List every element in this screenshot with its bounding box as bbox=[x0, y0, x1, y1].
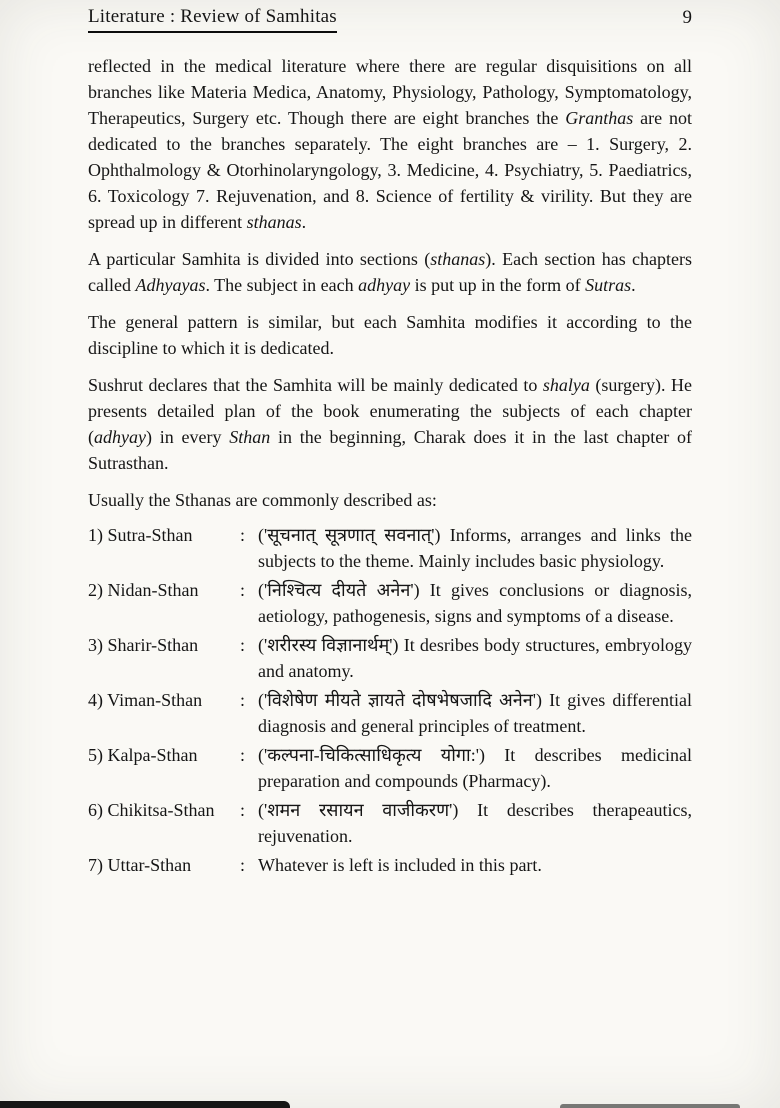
italic-text-run: shalya bbox=[542, 375, 590, 395]
text-run: ('कल्पना-चिकित्साधिकृत्य योगा:') It describes medicinal preparation and compounds (Pharmacy). bbox=[258, 745, 692, 791]
list-item-colon: : bbox=[240, 855, 246, 875]
italic-text-run: sthanas bbox=[430, 249, 486, 269]
text-run: in the beginning, Charak does it in the last chapter of Sutrasthan. bbox=[88, 427, 692, 473]
paragraph bbox=[88, 372, 692, 476]
list-item-colon: : bbox=[240, 635, 246, 655]
text-run: is put up in the form of bbox=[410, 275, 586, 295]
list-item bbox=[88, 632, 692, 684]
page-content bbox=[0, 53, 780, 878]
list-item-label: 7) Uttar-Sthan bbox=[88, 855, 192, 875]
list-item-label: 3) Sharir-Sthan bbox=[88, 635, 199, 655]
page-number: 9 bbox=[682, 7, 692, 28]
text-run: . The subject in each bbox=[205, 275, 359, 295]
list-item-colon: : bbox=[240, 525, 246, 545]
text-run: ). Each section has chapters called bbox=[88, 249, 692, 295]
list-item-label: 1) Sutra-Sthan bbox=[88, 525, 193, 545]
text-run: A particular Samhita is divided into sections ( bbox=[88, 249, 431, 269]
list-item-description bbox=[258, 742, 692, 794]
text-run: ('सूचनात् सूत्रणात् सवनात्') Informs, arranges and links the subjects to the theme. Mainly includes basic physiology. bbox=[258, 525, 692, 571]
paragraph bbox=[88, 246, 692, 298]
list-item-description bbox=[258, 797, 692, 849]
italic-text-run: adhyay bbox=[358, 275, 411, 295]
list-item-description bbox=[258, 852, 692, 878]
italic-text-run: Sthan bbox=[229, 427, 271, 447]
paragraph bbox=[88, 53, 692, 235]
sthana-list bbox=[88, 522, 692, 878]
list-item-colon: : bbox=[240, 690, 246, 710]
list-item-label: 2) Nidan-Sthan bbox=[88, 580, 199, 600]
list-item bbox=[88, 852, 692, 878]
scan-artifact-bottom-right bbox=[560, 1104, 740, 1108]
scan-artifact-bottom-left bbox=[0, 1101, 290, 1108]
text-run: Whatever is left is included in this part. bbox=[258, 855, 542, 875]
list-item-label: 4) Viman-Sthan bbox=[88, 690, 203, 710]
list-item-colon: : bbox=[240, 745, 246, 765]
list-item-description bbox=[258, 632, 692, 684]
italic-text-run: adhyay bbox=[94, 427, 146, 447]
list-item-colon: : bbox=[240, 800, 246, 820]
list-item-description bbox=[258, 687, 692, 739]
list-item-label: 5) Kalpa-Sthan bbox=[88, 745, 198, 765]
text-run: ('निश्चित्य दीयते अनेन') It gives conclusions or diagnosis, aetiology, pathogenesis, signs and symptoms of a disease. bbox=[258, 580, 692, 626]
list-item-description bbox=[258, 522, 692, 574]
text-run: Usually the Sthanas are commonly described as: bbox=[88, 490, 437, 510]
list-item-description bbox=[258, 577, 692, 629]
text-run: (surgery). He presents detailed plan of the book enumerating the subjects of each chapter ( bbox=[88, 375, 692, 447]
text-run: Sushrut declares that the Samhita will be mainly dedicated to bbox=[88, 375, 543, 395]
italic-text-run: Adhyayas bbox=[135, 275, 206, 295]
list-item-label: 6) Chikitsa-Sthan bbox=[88, 800, 215, 820]
text-run: ('शरीरस्य विज्ञानार्थम्') It desribes body structures, embryology and anatomy. bbox=[258, 635, 692, 681]
list-item bbox=[88, 577, 692, 629]
paragraph bbox=[88, 309, 692, 361]
text-run: are not dedicated to the branches separately. The eight branches are – 1. Surgery, 2. Ophthalmology & Otorhinolaryngology, 3. Medicine, 4. Psychiatry, 5. Paediatrics, 6. Toxicology 7. Rejuvenation, and 8. Science of fertility & virility. But they are spread up in different bbox=[88, 108, 692, 232]
text-run: ('शमन रसायन वाजीकरण') It describes therapeautics, rejuvenation. bbox=[258, 800, 692, 846]
italic-text-run: sthanas bbox=[246, 212, 302, 232]
running-head-title: Literature : Review of Samhitas bbox=[88, 6, 337, 33]
list-item bbox=[88, 687, 692, 739]
list-intro bbox=[88, 487, 692, 513]
body-paragraphs bbox=[88, 53, 692, 476]
italic-text-run: Sutras bbox=[585, 275, 632, 295]
text-run: ) in every bbox=[145, 427, 230, 447]
list-item bbox=[88, 522, 692, 574]
text-run: reflected in the medical literature where there are regular disquisitions on all branches like Materia Medica, Anatomy, Physiology, Pathology, Symptomatology, Therapeutics, Surgery etc. Though there are eight branches the bbox=[88, 56, 692, 128]
text-run: . bbox=[301, 212, 307, 232]
text-run: ('विशेषेण मीयते ज्ञायते दोषभेषजादि अनेन') It gives differential diagnosis and general principles of treatment. bbox=[258, 690, 692, 736]
text-run: The general pattern is similar, but each Samhita modifies it according to the discipline to which it is dedicated. bbox=[88, 312, 692, 358]
text-run: . bbox=[631, 275, 636, 295]
list-item bbox=[88, 742, 692, 794]
italic-text-run: Granthas bbox=[565, 108, 634, 128]
list-item-colon: : bbox=[240, 580, 246, 600]
page-header bbox=[0, 0, 780, 33]
list-item bbox=[88, 797, 692, 849]
